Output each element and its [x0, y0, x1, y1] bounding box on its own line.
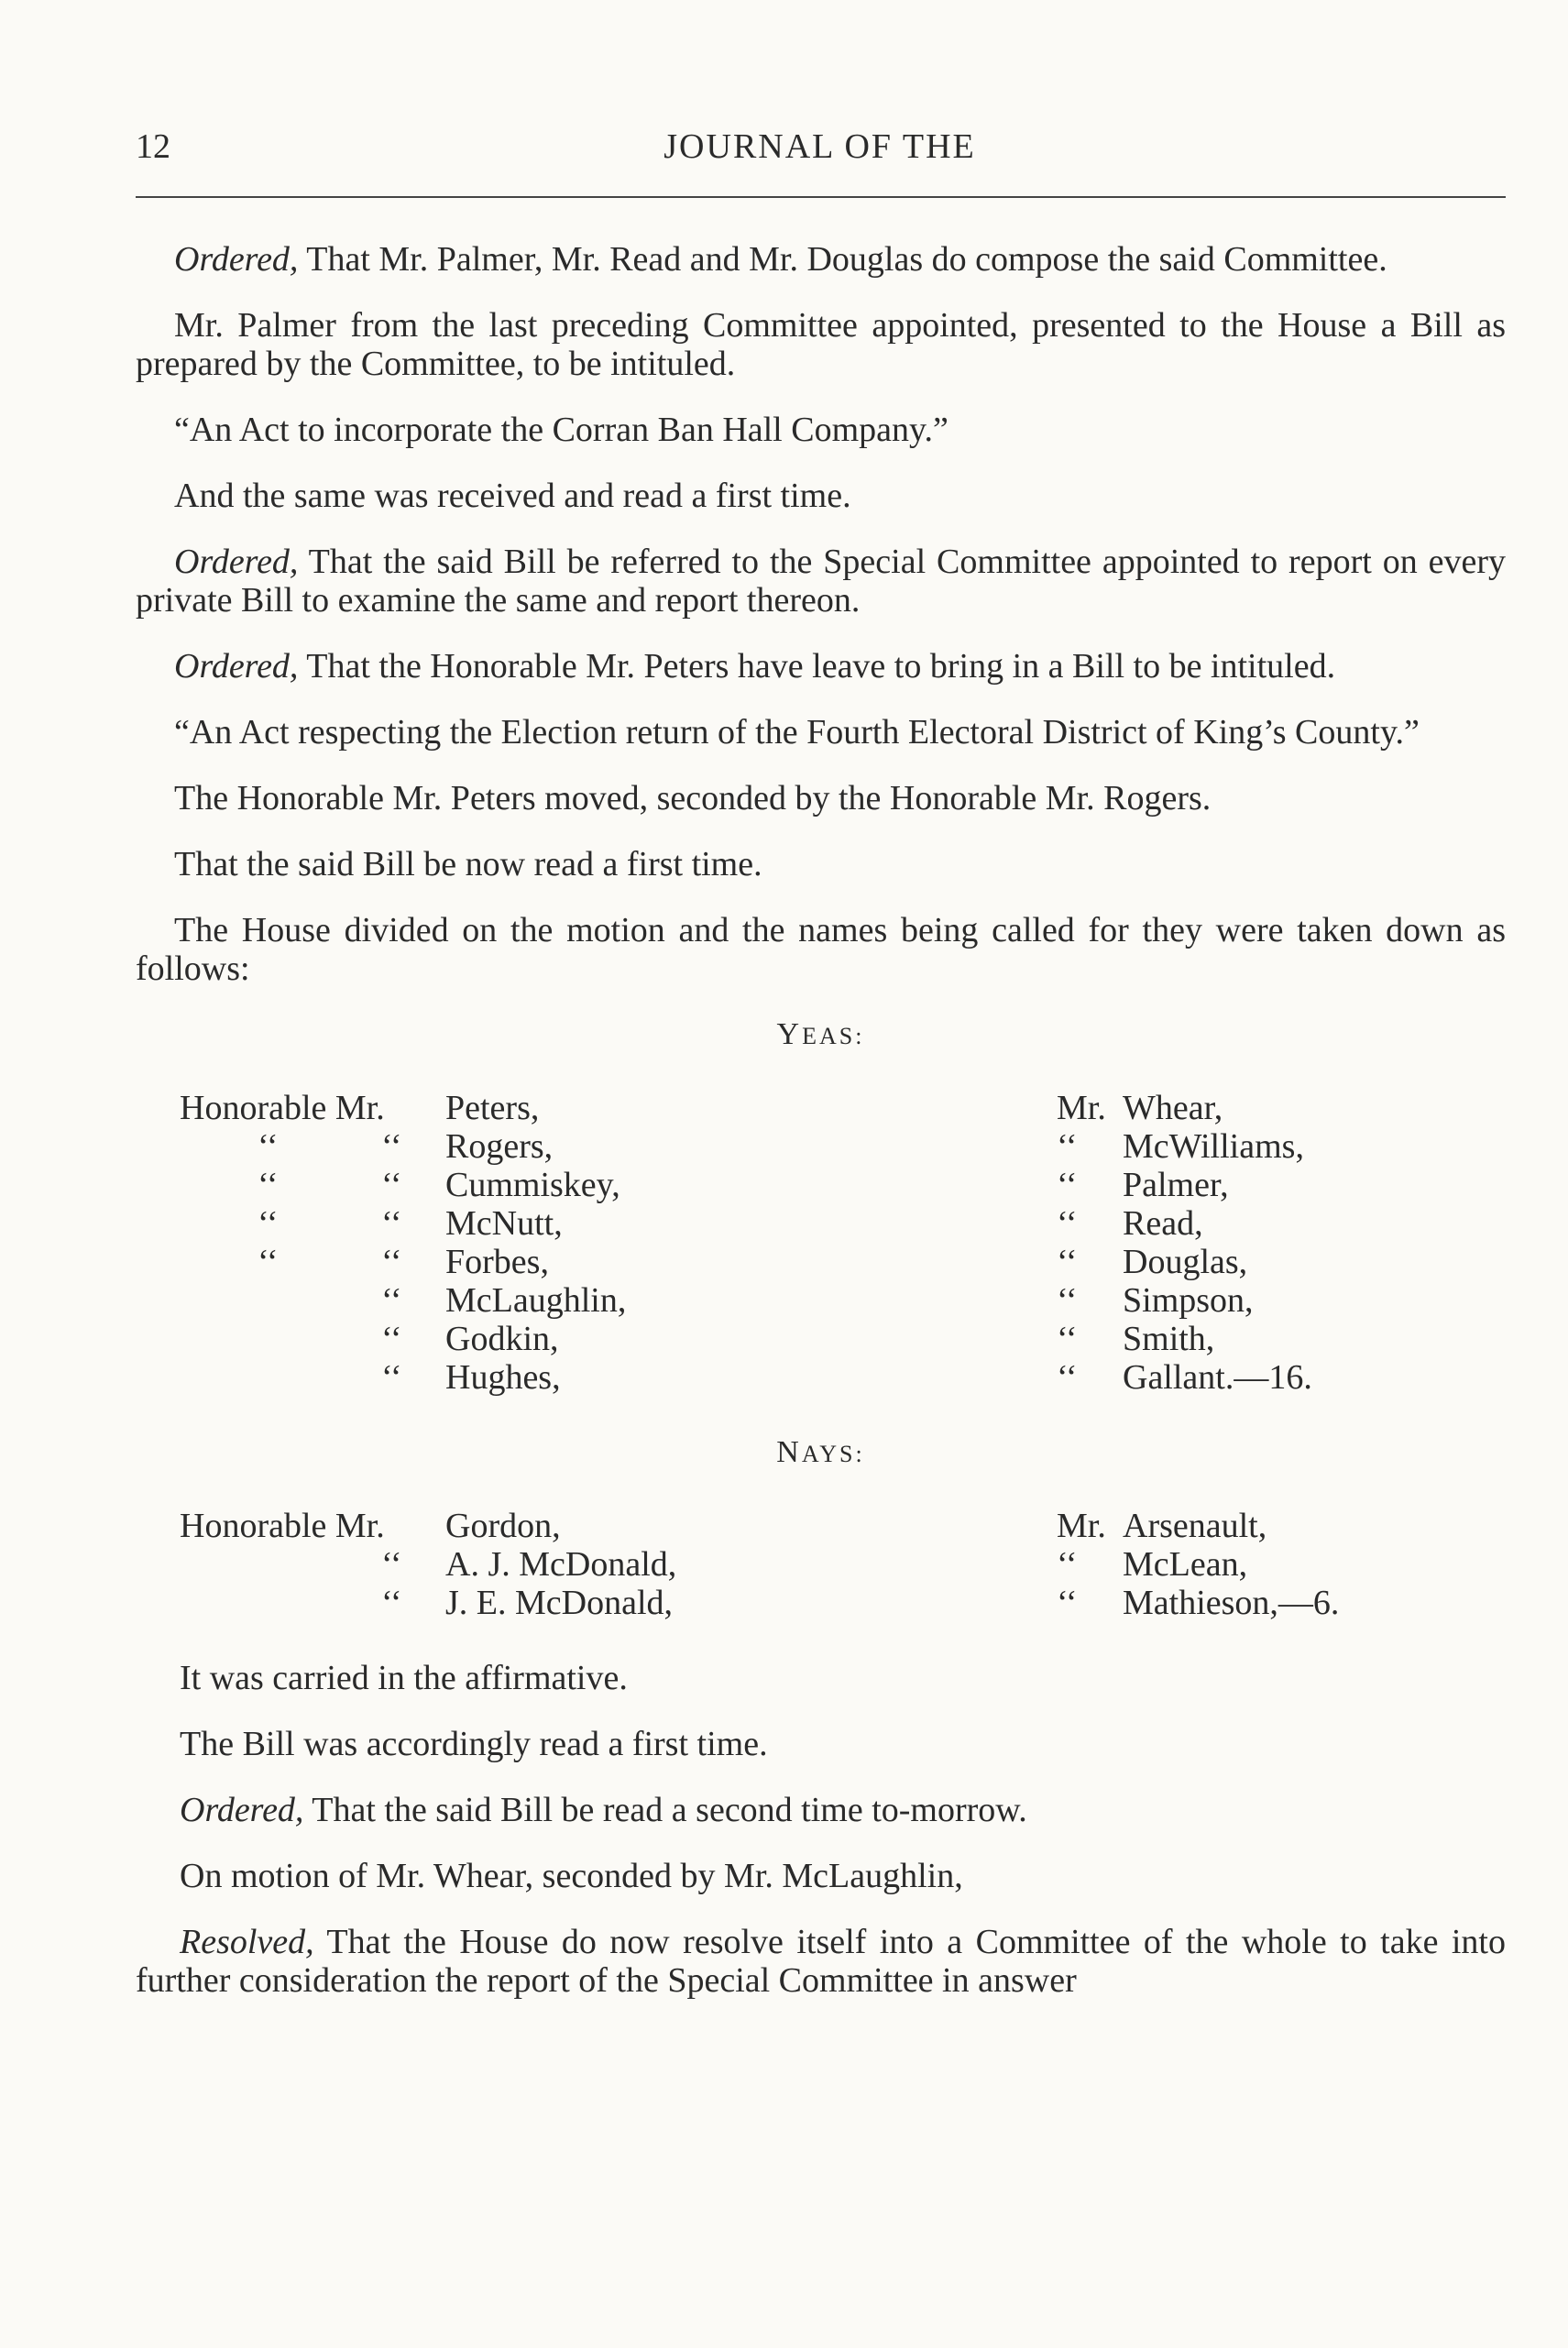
vote-row — [180, 1204, 563, 1243]
member-name: McLaughlin, — [445, 1281, 627, 1320]
yeas-left-column — [180, 1089, 627, 1397]
vote-row — [180, 1281, 627, 1320]
paragraph-text: It was carried in the affirmative. — [180, 1659, 628, 1697]
member-name: Douglas, — [1123, 1243, 1248, 1281]
paragraph — [136, 1791, 1506, 1829]
ditto-mark: ‘‘ — [381, 1320, 402, 1358]
paragraphs-before — [136, 240, 1506, 988]
paragraph — [136, 543, 1506, 620]
paragraph-lead: Ordered, — [174, 647, 299, 686]
ditto-mark: ‘‘ — [381, 1281, 402, 1320]
paragraph-lead: Resolved, — [180, 1923, 314, 1961]
paragraph-lead: Ordered, — [174, 240, 299, 279]
paragraph-text: That the Honorable Mr. Peters have leave to bring in a Bill to be intituled. — [298, 647, 1336, 686]
ditto-mark: ‘‘ — [1057, 1127, 1078, 1166]
paragraph — [136, 779, 1506, 817]
paragraph-text: The Honorable Mr. Peters moved, seconded by the Honorable Mr. Rogers. — [174, 779, 1212, 817]
paragraphs-after — [136, 1659, 1506, 2000]
ditto-mark: ‘‘ — [381, 1358, 402, 1397]
paragraph-lead: Ordered, — [174, 543, 299, 581]
member-name: Palmer, — [1123, 1166, 1229, 1204]
page-body — [136, 240, 1506, 2027]
vote-row — [180, 1507, 561, 1545]
member-name: McNutt, — [445, 1204, 563, 1243]
paragraph — [136, 306, 1506, 383]
paragraph — [136, 845, 1506, 883]
paragraph-text: On motion of Mr. Whear, seconded by Mr. McLaughlin, — [180, 1857, 963, 1895]
member-name: J. E. McDonald, — [445, 1584, 674, 1622]
ditto-mark: ‘‘ — [1057, 1204, 1078, 1243]
paragraph-text: The House divided on the motion and the names being called for they were taken down as follows: — [136, 911, 1506, 988]
ditto-mark: ‘‘ — [1057, 1320, 1078, 1358]
nays-left-column — [180, 1507, 677, 1622]
nays-heading: NAYS: — [776, 1435, 865, 1469]
nays-list — [136, 1507, 1506, 1622]
ditto-mark: ‘‘ — [381, 1127, 402, 1166]
member-name: A. J. McDonald, — [445, 1545, 677, 1584]
paragraph — [136, 240, 1506, 279]
paragraph-text: That the said Bill be read a second time to-morrow. — [303, 1791, 1027, 1829]
yeas-list — [136, 1089, 1506, 1397]
yeas-heading: YEAS: — [776, 1017, 865, 1051]
vote-row — [180, 1320, 559, 1358]
paragraph-text: The Bill was accordingly read a first time. — [180, 1725, 768, 1763]
member-title: Mr. — [1057, 1089, 1106, 1127]
paragraph — [136, 647, 1506, 686]
paragraph — [136, 411, 1506, 449]
member-name: Gordon, — [445, 1507, 561, 1545]
paragraph-text: That the House do now resolve itself into a Committee of the whole to take into further consideration the report of the Special Committee in answer — [136, 1923, 1506, 2000]
paragraph — [136, 1857, 1506, 1895]
vote-row — [180, 1358, 561, 1397]
running-title: JOURNAL OF THE — [663, 127, 976, 166]
vote-row — [180, 1243, 549, 1281]
ditto-mark: ‘‘ — [1057, 1166, 1078, 1204]
member-title: Mr. — [1057, 1507, 1106, 1545]
ditto-mark: ‘‘ — [1057, 1281, 1078, 1320]
ditto-mark: ‘‘ — [258, 1166, 279, 1204]
header-rule — [136, 196, 1506, 198]
member-name: Whear, — [1123, 1089, 1223, 1127]
page-number: 12 — [136, 127, 170, 166]
ditto-mark: ‘‘ — [381, 1584, 402, 1622]
paragraph — [136, 911, 1506, 988]
ditto-mark: ‘‘ — [381, 1243, 402, 1281]
member-name: Arsenault, — [1123, 1507, 1267, 1545]
paragraph — [136, 477, 1506, 515]
member-name: Read, — [1123, 1204, 1203, 1243]
paragraph-text: “An Act to incorporate the Corran Ban Hall Company.” — [174, 411, 948, 449]
ditto-mark: ‘‘ — [1057, 1243, 1078, 1281]
member-name: Godkin, — [445, 1320, 559, 1358]
member-name: Forbes, — [445, 1243, 549, 1281]
member-title: Honorable Mr. — [180, 1089, 385, 1127]
paragraph — [136, 1923, 1506, 2000]
member-name: Smith, — [1123, 1320, 1215, 1358]
paragraph-text: That Mr. Palmer, Mr. Read and Mr. Douglas do compose the said Committee. — [298, 240, 1387, 279]
ditto-mark: ‘‘ — [258, 1243, 279, 1281]
paragraph-text: “An Act respecting the Election return of the Fourth Electoral District of King’s County.” — [174, 713, 1420, 752]
member-name: McLean, — [1123, 1545, 1248, 1584]
member-name: Gallant.—16. — [1123, 1358, 1312, 1397]
ditto-mark: ‘‘ — [381, 1204, 402, 1243]
ditto-mark: ‘‘ — [381, 1545, 402, 1584]
member-name: Simpson, — [1123, 1281, 1254, 1320]
vote-row — [180, 1089, 540, 1127]
paragraph-lead: Ordered, — [180, 1791, 304, 1829]
member-name: McWilliams, — [1123, 1127, 1304, 1166]
paragraph-text: And the same was received and read a first time. — [174, 477, 851, 515]
paragraph-text: Mr. Palmer from the last preceding Committee appointed, presented to the House a Bill as prepared by the Committee, to be intituled. — [136, 306, 1506, 383]
member-name: Cummiskey, — [445, 1166, 620, 1204]
paragraph — [136, 1659, 1506, 1697]
ditto-mark: ‘‘ — [258, 1127, 279, 1166]
vote-row — [180, 1545, 677, 1584]
member-name: Rogers, — [445, 1127, 554, 1166]
vote-row — [180, 1166, 620, 1204]
ditto-mark: ‘‘ — [1057, 1358, 1078, 1397]
member-name: Peters, — [445, 1089, 540, 1127]
member-name: Mathieson,—6. — [1123, 1584, 1340, 1622]
ditto-mark: ‘‘ — [1057, 1545, 1078, 1584]
member-title: Honorable Mr. — [180, 1507, 385, 1545]
ditto-mark: ‘‘ — [258, 1204, 279, 1243]
paragraph — [136, 713, 1506, 752]
member-name: Hughes, — [445, 1358, 561, 1397]
vote-row — [180, 1127, 554, 1166]
paragraph-text: That the said Bill be referred to the Special Committee appointed to report on every private Bill to examine the same and report thereon. — [136, 543, 1506, 620]
ditto-mark: ‘‘ — [1057, 1584, 1078, 1622]
paragraph — [136, 1725, 1506, 1763]
page-header — [136, 126, 1504, 181]
vote-row — [180, 1584, 674, 1622]
paragraph-text: That the said Bill be now read a first time. — [174, 845, 762, 883]
ditto-mark: ‘‘ — [381, 1166, 402, 1204]
